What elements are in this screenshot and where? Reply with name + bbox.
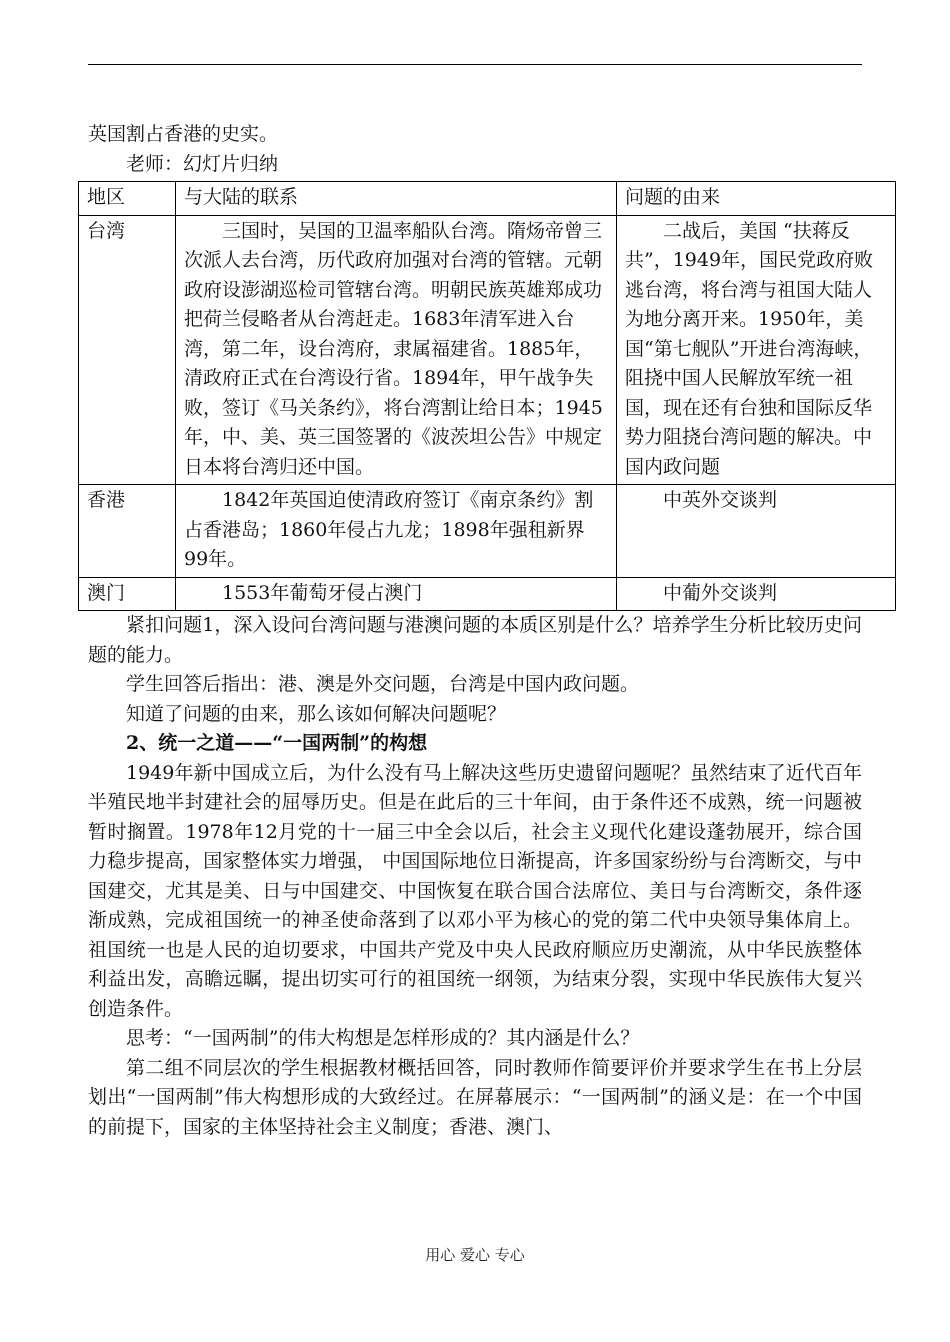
paragraph-followup: 紧扣问题1，深入设问台湾问题与港澳问题的本质区别是什么？培养学生分析比较历史问题的能力。 <box>88 614 862 666</box>
paragraph-activity: 第二组不同层次的学生根据教材概括回答，同时教师作简要评价并要求学生在书上分层划出“一国两制”伟大构想形成的大致经过。在屏幕展示：“一国两制”的涵义是：在一个中国的前提下，国家的主体坚持社会主义制度；香港、澳门、 <box>88 1056 862 1138</box>
table-header-connection: 与大陆的联系 <box>176 182 617 216</box>
table-header-origin: 问题的由来 <box>617 182 896 216</box>
section-heading: 2、统一之道——“一国两制”的构想 <box>126 732 428 754</box>
table-cell-region: 澳门 <box>79 577 176 611</box>
table-row <box>79 485 896 578</box>
paragraph-answer: 学生回答后指出：港、澳是外交问题，台湾是中国内政问题。 <box>126 673 640 695</box>
continuation-line: 英国割占香港的史实。 <box>88 123 279 145</box>
page-footer: 用心 爱心 专心 <box>425 1246 525 1264</box>
table-cell-connection: 1553年葡萄牙侵占澳门 <box>176 577 617 611</box>
table-cell-region: 香港 <box>79 485 176 578</box>
table-cell-connection: 三国时，吴国的卫温率船队台湾。隋炀帝曾三次派人去台湾，历代政府加强对台湾的管辖。元朝政府设澎湖巡检司管辖台湾。明朝民族英雄郑成功把荷兰侵略者从台湾赶走。1683年清军进入台湾，第二年，设台湾府，隶属福建省。1885年，清政府正式在台湾设行省。1894年，甲午战争失败，签订《马关条约》，将台湾割让给日本；1945年，中、美、英三国签署的《波茨坦公告》中规定日本将台湾归还中国。 <box>176 215 617 485</box>
table-cell-origin: 中葡外交谈判 <box>617 577 896 611</box>
document-body <box>87 120 874 1142</box>
table-row <box>79 577 896 611</box>
table-cell-origin: 中英外交谈判 <box>617 485 896 578</box>
table-header-row <box>79 182 896 216</box>
paragraph-history: 1949年新中国成立后，为什么没有马上解决这些历史遗留问题呢？虽然结束了近代百年半殖民地半封建社会的屈辱历史。但是在此后的三十年间，由于条件还不成熟，统一问题被暂时搁置。1978年12月党的十一届三中全会以后，社会主义现代化建设蓬勃展开，综合国力稳步提高，国家整体实力增强， 中国国际地位日渐提高，许多国家纷纷与台湾断交，与中国建交，尤其是美、日与中国建交、中国恢复在联合国合法席位、美日与台湾断交，条件逐渐成熟，完成祖国统一的神圣使命落到了以邓小平为核心的党的第二代中央领导集体肩上。祖国统一也是人民的迫切要求，中国共产党及中央人民政府顺应历史潮流，从中华民族整体利益出发，高瞻远瞩，提出切实可行的祖国统一纲领，为结束分裂，实现中华民族伟大复兴创造条件。 <box>88 761 862 1020</box>
table-cell-origin: 二战后，美国 “扶蒋反共”，1949年，国民党政府败逃台湾，将台湾与祖国大陆人为地分离开来。1950年，美国“第七舰队”开进台湾海峡，阻挠中国人民解放军统一祖国，现在还有台独和国际反华势力阻挠台湾问题的解决。中国内政问题 <box>617 215 896 485</box>
teacher-line: 老师：幻灯片归纳 <box>126 152 279 175</box>
table-cell-connection: 1842年英国迫使清政府签订《南京条约》割占香港岛；1860年侵占九龙；1898年强租新界99年。 <box>176 485 617 578</box>
header-rule <box>88 64 862 65</box>
table-row <box>79 215 896 485</box>
paragraph-question: 思考：“一国两制”的伟大构想是怎样形成的？其内涵是什么？ <box>126 1027 640 1049</box>
table-cell-region: 台湾 <box>79 215 176 485</box>
table-header-region: 地区 <box>79 182 176 216</box>
comparison-table <box>78 181 896 611</box>
paragraph-transition: 知道了问题的由来，那么该如何解决问题呢？ <box>126 702 507 725</box>
